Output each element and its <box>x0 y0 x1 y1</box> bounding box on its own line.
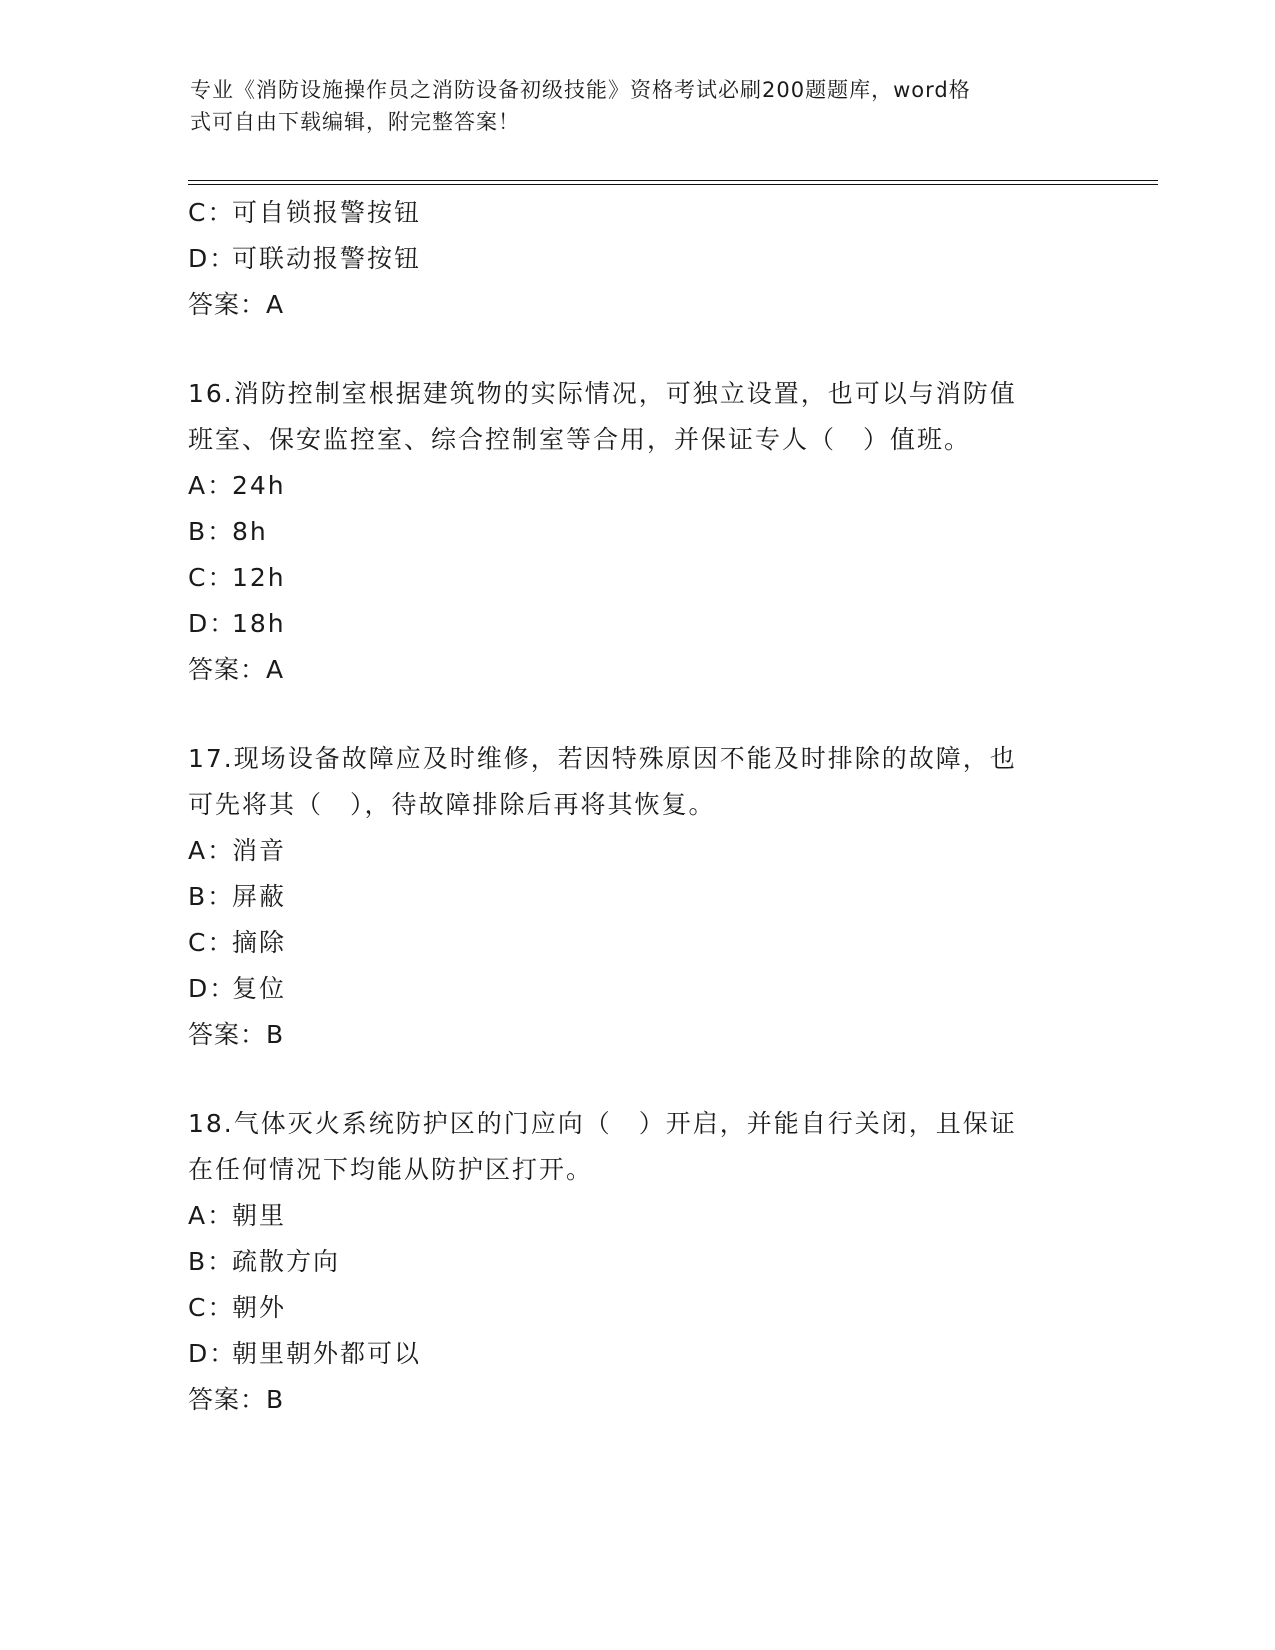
option-text: 可联动报警按钮 <box>232 244 422 273</box>
option-prefix: C： <box>188 928 235 957</box>
header-rule-bottom <box>188 184 1158 185</box>
option-text: 朝里 <box>232 1201 287 1230</box>
option-text: 疏散方向 <box>232 1247 341 1276</box>
option-prefix: A： <box>188 836 235 865</box>
option-b <box>188 509 1088 555</box>
option-prefix: D： <box>188 244 237 273</box>
option-prefix: C： <box>188 1293 235 1322</box>
option-prefix: B： <box>188 1247 235 1276</box>
question-line: 17.现场设备故障应及时维修，若因特殊原因不能及时排除的故障，也 <box>188 744 1017 773</box>
option-text: 复位 <box>232 974 287 1003</box>
option-c <box>188 555 1088 601</box>
header-line-1: 专业《消防设施操作员之消防设备初级技能》资格考试必刷200题题库，word格 <box>190 78 971 102</box>
question-line: 在任何情况下均能从防护区打开。 <box>188 1155 594 1184</box>
option-text: 12h <box>232 563 286 592</box>
option-a <box>188 463 1088 509</box>
question-line: 可先将其（ ），待故障排除后再将其恢复。 <box>188 790 716 819</box>
option-c <box>188 1285 1088 1331</box>
prev-question-block <box>188 190 1088 328</box>
answer-line: 答案：A <box>188 290 285 319</box>
option-text: 18h <box>232 609 286 638</box>
header-line-2: 式可自由下载编辑，附完整答案！ <box>190 110 520 134</box>
answer-line: 答案：B <box>188 1385 285 1414</box>
question-line: 18.气体灭火系统防护区的门应向（ ）开启，并能自行关闭，且保证 <box>188 1109 1017 1138</box>
option-text: 屏蔽 <box>232 882 287 911</box>
question-line: 16.消防控制室根据建筑物的实际情况，可独立设置，也可以与消防值 <box>188 379 1017 408</box>
option-text: 可自锁报警按钮 <box>232 198 422 227</box>
option-c <box>188 920 1088 966</box>
option-d <box>188 966 1088 1012</box>
option-b <box>188 874 1088 920</box>
option-text: 24h <box>232 471 286 500</box>
option-prefix: A： <box>188 471 235 500</box>
option-prefix: D： <box>188 1339 237 1368</box>
document-header <box>190 74 1090 138</box>
answer-line: 答案：A <box>188 655 285 684</box>
option-prefix: A： <box>188 1201 235 1230</box>
question-content <box>188 190 1088 1423</box>
question-17 <box>188 736 1088 1058</box>
option-prefix: D： <box>188 609 237 638</box>
question-18 <box>188 1101 1088 1423</box>
option-text: 摘除 <box>232 928 287 957</box>
option-text: 消音 <box>232 836 287 865</box>
option-prefix: B： <box>188 517 235 546</box>
option-prefix: B： <box>188 882 235 911</box>
question-stem <box>188 371 1088 463</box>
option-prefix: C： <box>188 198 235 227</box>
question-stem <box>188 1101 1088 1193</box>
option-prefix: C： <box>188 563 235 592</box>
question-stem <box>188 736 1088 828</box>
option-a <box>188 1193 1088 1239</box>
option-text: 朝里朝外都可以 <box>232 1339 422 1368</box>
question-line: 班室、保安监控室、综合控制室等合用，并保证专人（ ）值班。 <box>188 425 972 454</box>
option-d <box>188 1331 1088 1377</box>
option-prefix: D： <box>188 974 237 1003</box>
option-c <box>188 190 1088 236</box>
option-text: 8h <box>232 517 268 546</box>
question-16 <box>188 371 1088 693</box>
header-rule-top <box>188 180 1158 181</box>
answer-line: 答案：B <box>188 1020 285 1049</box>
option-b <box>188 1239 1088 1285</box>
option-d <box>188 236 1088 282</box>
option-text: 朝外 <box>232 1293 287 1322</box>
option-d <box>188 601 1088 647</box>
option-a <box>188 828 1088 874</box>
